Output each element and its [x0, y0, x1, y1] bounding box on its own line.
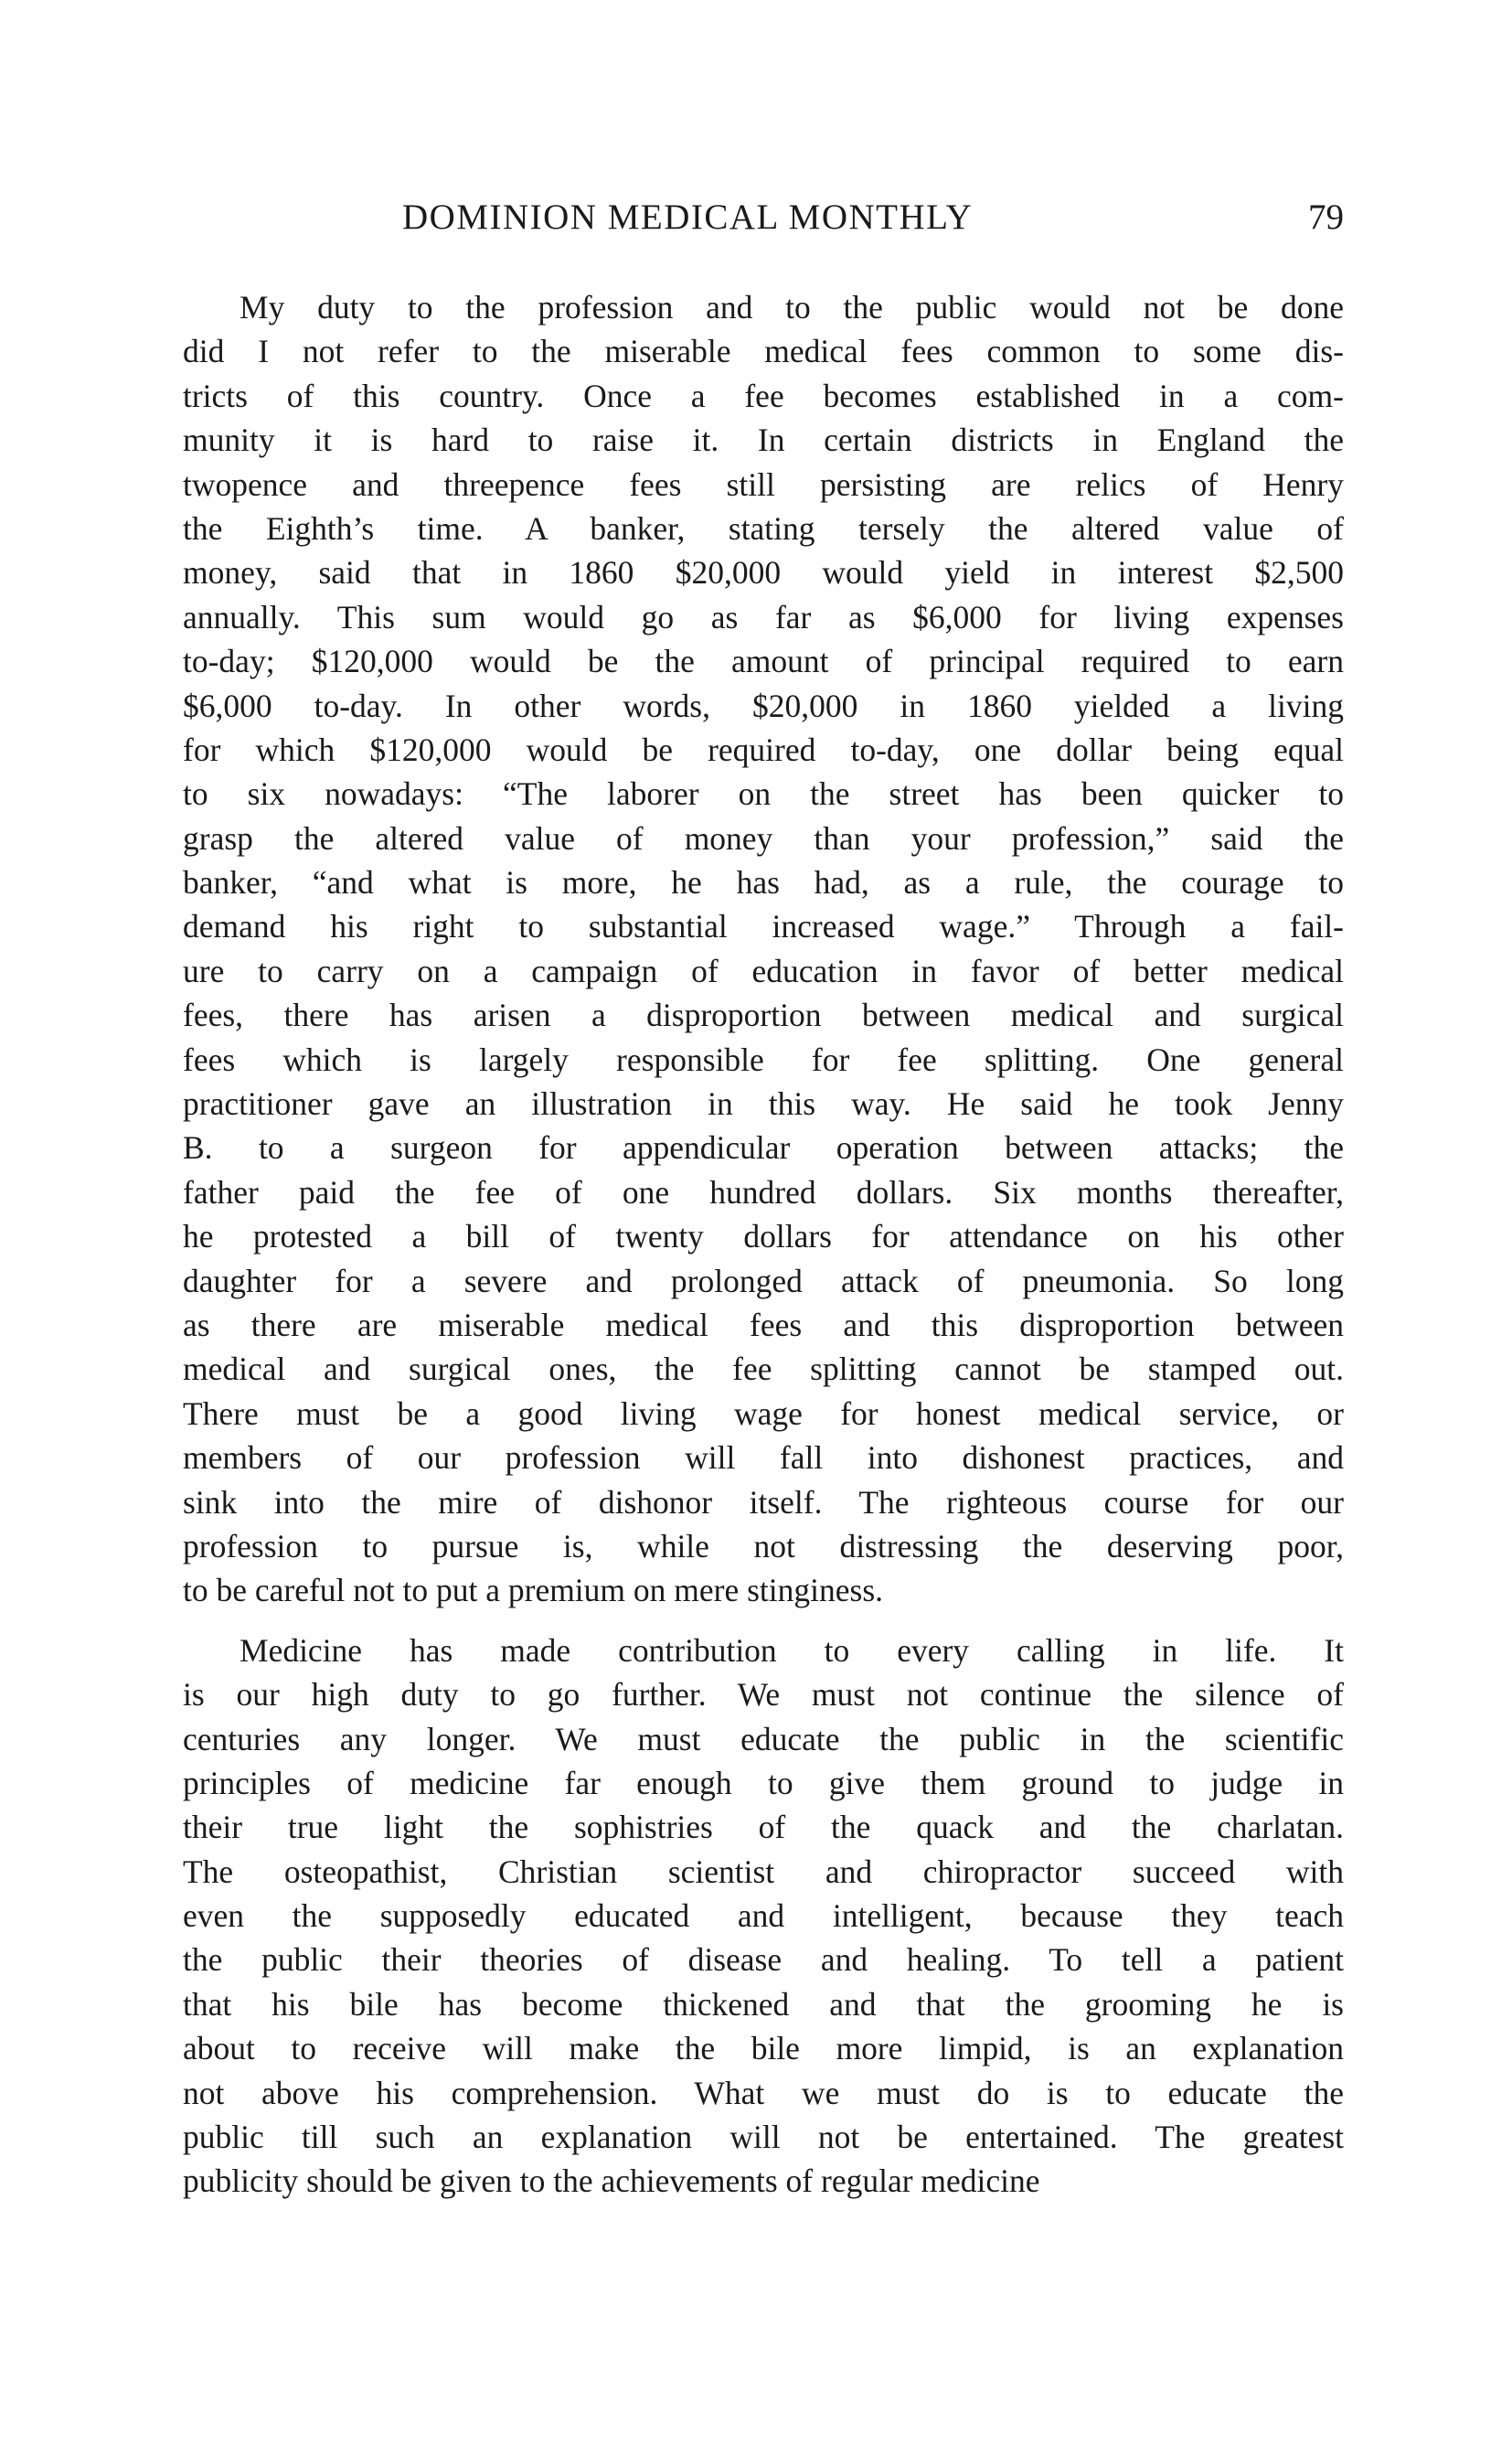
text-line: that his bile has become thickened and that the grooming he is [183, 1985, 1344, 2023]
text-line: public till such an explanation will not be entertained. The greatest [183, 2119, 1344, 2156]
text-line: annually. This sum would go as far as $6,000 for living expenses [183, 598, 1344, 635]
text-line: banker, “and what is more, he has had, as a rule, the courage to [183, 864, 1344, 902]
text-line: money, said that in 1860 $20,000 would yield in interest $2,500 [183, 554, 1344, 592]
text-line: members of our profession will fall into dishonest practices, and [183, 1439, 1344, 1477]
text-line: ure to carry on a campaign of education in favor of better medical [183, 952, 1344, 989]
text-line: profession to pursue is, while not distressing the deserving poor, [183, 1527, 1344, 1564]
text-line: tricts of this country. Once a fee becomes established in a com- [183, 377, 1344, 414]
text-line: practitioner gave an illustration in this way. He said he took Jenny [183, 1085, 1344, 1123]
text-line: to-day; $120,000 would be the amount of principal required to earn [183, 643, 1344, 680]
text-line: father paid the fee of one hundred dollars. Six months thereafter, [183, 1173, 1344, 1211]
text-line: for which $120,000 would be required to-day, one dollar being equal [183, 731, 1344, 768]
text-line: twopence and threepence fees still persisting are relics of Henry [183, 465, 1344, 503]
text-line: B. to a surgeon for appendicular operation between attacks; the [183, 1129, 1344, 1167]
text-line: their true light the sophistries of the quack and the charlatan. [183, 1809, 1344, 1846]
text-line: There must be a good living wage for honest medical service, or [183, 1394, 1344, 1432]
text-line: Medicine has made contribution to every calling in life. It [240, 1631, 1344, 1669]
journal-title: DOMINION MEDICAL MONTHLY [402, 198, 974, 237]
text-line: the public their theories of disease and healing. To tell a patient [183, 1941, 1344, 1979]
text-line: fees which is largely responsible for fee splitting. One general [183, 1041, 1344, 1078]
page-number: 79 [1308, 198, 1344, 237]
text-line: The osteopathist, Christian scientist and chiropractor succeed with [183, 1853, 1344, 1890]
running-header [183, 190, 1344, 245]
text-line: as there are miserable medical fees and this disproportion between [183, 1306, 1344, 1343]
text-line: centuries any longer. We must educate the public in the scientific [183, 1720, 1344, 1757]
text-line: to be careful not to put a premium on mere stinginess. [183, 1572, 884, 1609]
text-line: munity it is hard to raise it. In certain districts in England the [183, 422, 1344, 459]
text-line: demand his right to substantial increased wage.” Through a fail- [183, 908, 1344, 945]
text-line: My duty to the profession and to the public would not be done [240, 289, 1344, 326]
text-line: grasp the altered value of money than your profession,” said the [183, 819, 1344, 857]
text-line: even the supposedly educated and intelligent, because they teach [183, 1897, 1344, 1935]
text-line: the Eighth’s time. A banker, stating tersely the altered value of [183, 509, 1344, 547]
paragraph [183, 1628, 1344, 2204]
text-line: about to receive will make the bile more limpid, is an explanation [183, 2030, 1344, 2067]
text-line: publicity should be given to the achievements of regular medicine [183, 2162, 1040, 2200]
text-line: to six nowadays: “The laborer on the street has been quicker to [183, 775, 1344, 813]
text-line: he protested a bill of twenty dollars for attendance on his other [183, 1218, 1344, 1255]
text-line: principles of medicine far enough to give them ground to judge in [183, 1764, 1344, 1801]
text-line: is our high duty to go further. We must not continue the silence of [183, 1676, 1344, 1714]
text-line: did I not refer to the miserable medical fees common to some dis- [183, 333, 1344, 370]
text-line: not above his comprehension. What we must do is to educate the [183, 2074, 1344, 2111]
paragraph [183, 285, 1344, 1613]
text-line: fees, there has arisen a disproportion between medical and surgical [183, 997, 1344, 1034]
text-line: $6,000 to-day. In other words, $20,000 in 1860 yielded a living [183, 687, 1344, 724]
article-body [183, 285, 1344, 2204]
text-line: medical and surgical ones, the fee splitting cannot be stamped out. [183, 1351, 1344, 1388]
text-line: sink into the mire of dishonor itself. The righteous course for our [183, 1483, 1344, 1521]
text-line: daughter for a severe and prolonged attack of pneumonia. So long [183, 1262, 1344, 1299]
